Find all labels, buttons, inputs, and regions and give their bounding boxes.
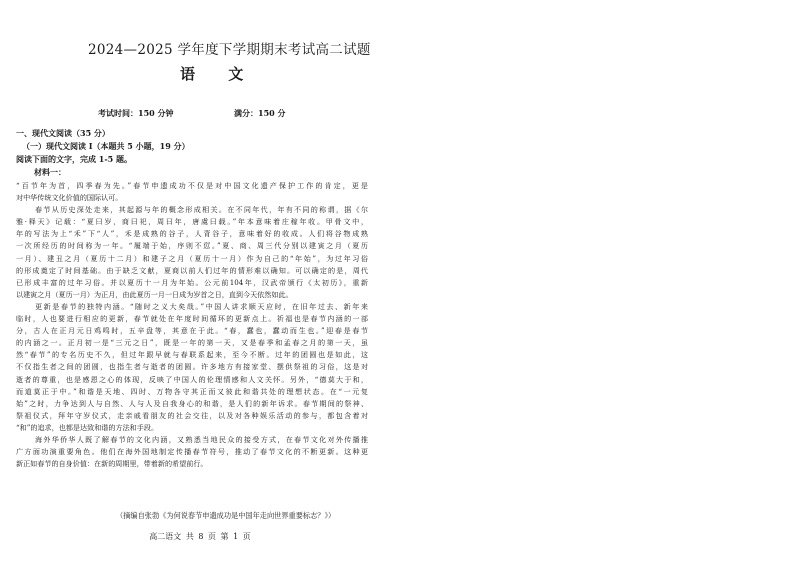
passage-line: 而道莫正于中。”和谐是天地、四时、万物各守其正而又彼此和谐共处的理想状态。在“一元复 <box>16 386 368 396</box>
source-citation: （摘编自张勃《为何说春节申遗成功是中国年走向世界重要标志？》） <box>116 511 336 520</box>
passage-line: 以建寅之月（夏历一月）为正月，由此夏历一月一日成为岁首之日，直到今天依然如此。 <box>16 289 293 299</box>
exam-title: 2024—2025 学年度下学期期末考试高二试题 <box>88 42 371 58</box>
page-footer <box>0 531 400 542</box>
passage-line: 分，古人在正月元日鸡鸣时，五辛盘等，其意在于此。“春，蠢也，蠢动而生也。”迎春是春节 <box>16 326 368 336</box>
passage-body <box>16 180 368 470</box>
passage-line: 年的写法为上“禾”下“人”，禾是成熟的谷子，人背谷子，意味着好的收成。人们将谷物成熟 <box>16 229 368 239</box>
passage-line: 广方面功演重要角色。他们在海外国地制定传播春节符号，推动了春节文化的不断更新。这种更 <box>16 447 368 457</box>
passage-line: 海外华侨华人既了解春节的文化内涵，又熟悉当地民众的接受方式，在春节文化对外传播推 <box>35 434 368 444</box>
passage-line: 临时，人也要进行相应的更新，春节就处在年度时间循环的更新点上。祈福也是春节内涵的一部 <box>16 314 368 324</box>
passage-line: 然“春节”的专名历史不久，但过年跟早就与春联系起来，至今不断。过年的团圆也是如此，这 <box>16 350 368 360</box>
passage-line: 新正如春节的自身价值：在新的周期里，带着新的希望前行。 <box>16 459 208 469</box>
exam-time: 考试时间：150 分钟 <box>98 108 174 118</box>
passage-line: 不仅指生者之间的团圆，也指生者与逝者的团圆。许多地方有接家堂、摆供祭祖的习俗，这是对 <box>16 362 368 372</box>
passage-line: 一月）、建丑之月（夏历十二月）和建子之月（夏历十一月）作为自己的“年始”，为过年习俗 <box>16 253 368 263</box>
full-score: 满分：150 分 <box>234 108 286 118</box>
section-heading: 一、现代文阅读（35 分） <box>16 128 110 138</box>
passage-line: 雅·释天》记载：“夏曰岁，商曰祀，周曰年，唐虞曰载。”年本意味着庄稼年收。甲骨文中， <box>16 217 368 227</box>
footer-subject: 高二语文 <box>149 532 182 541</box>
subject-title: 语 文 <box>180 65 258 83</box>
passage-line: 始”之时，力争达到人与自然、人与人及自我身心的和谐，是人们的新年诉求。春节期间的祭神、 <box>16 398 368 408</box>
footer-page-number: 第 1 页 <box>220 532 251 541</box>
passage-line: 一次所经历的时间称为一年。“履端于始，序则不愆。”夏、商、周三代分别以建寅之月（夏历 <box>16 241 368 251</box>
reading-instruction: 阅读下面的文字，完成 1-5 题。 <box>16 154 133 164</box>
passage-line: 已形成丰富的过年习俗。并以夏历十一月为年始。公元前104年，汉武帝颁行《太初历》，重新 <box>16 277 368 287</box>
passage-line: 春节从历史深处走来，其起源与年的概念形成相关。在不同年代，年有不同的称谓，据《尔 <box>35 205 368 215</box>
passage-line: “和”的追求，也都是达致和谐的方法和手段。 <box>16 422 159 432</box>
passage-line: “百节年为首，四季春为先。”春节申遗成功不仅是对中国文化遗产保护工作的肯定，更是 <box>16 181 368 190</box>
passage-line: 的内涵之一。正月初一是“三元之日”，既是一年的第一天，又是春季和孟春之月的第一天，虽 <box>16 338 368 348</box>
footer-total-pages: 共 8 页 <box>185 532 216 541</box>
material-label: 材料一： <box>34 167 66 177</box>
passage-line: 更新是春节的独特内涵。“随时之义大矣哉。”中国人讲求顺天应时，在旧年过去、新年来 <box>35 301 368 311</box>
subsection-heading: （一）现代文阅读 I（本题共 5 小题，19 分） <box>22 141 190 151</box>
passage-line: 逝者的尊重，也是感恩之心的体现，反映了中国人的伦理情感和人文关怀。另外，“德莫大于和， <box>16 374 368 384</box>
passage-line: 祭祖仪式，拜年守岁仪式，走亲戚看朋友的社会交往，以及对各种娱乐活动的参与，都包含着对 <box>16 410 368 420</box>
passage-line: 对中华传统文化价值的国际认可。 <box>16 193 123 203</box>
passage-line: 的形成奠定了时间基础。由于缺乏文献，夏商以前人们过年的情形难以确知。可以确定的是，周代 <box>16 265 368 275</box>
